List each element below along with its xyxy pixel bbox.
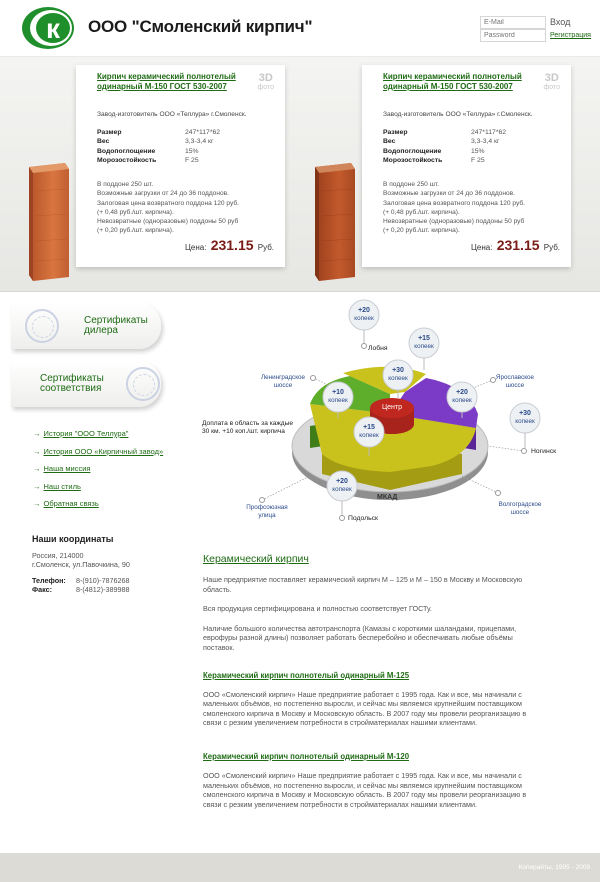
- pin-value: +20: [456, 389, 468, 396]
- phones: [32, 576, 182, 595]
- copyright: Копирайты, 1995 - 2009: [518, 864, 590, 871]
- price-label: Цена:: [471, 243, 493, 252]
- login-button[interactable]: Вход: [550, 17, 571, 27]
- spec-row: [383, 147, 563, 156]
- fax-label: Факс:: [32, 585, 53, 595]
- spec-key: Водопоглощение: [383, 147, 442, 155]
- product-price: [185, 237, 274, 253]
- leningrad-label: Ленинградское шоссе: [260, 374, 306, 389]
- article: [203, 553, 533, 819]
- spec-row: [97, 147, 277, 156]
- article-subtitle-link[interactable]: Керамический кирпич полнотелый одинарный М-120: [203, 751, 410, 761]
- brick-image[interactable]: [25, 161, 71, 283]
- note-line: (+ 0,48 руб./шт. кирпича).: [97, 208, 174, 216]
- note-line: Невозвратные (одноразовые) поддоны 50 руб: [383, 218, 525, 226]
- article-paragraph: ООО «Смоленский кирпич» Наше предприятие работает с 1995 года. Как и все, мы начинали с маленьких объёмов, но постепенно выросли, и сейчас мы являемся крупнейшим поставщиком смоленского кирпича в Москву и Московскую область. В 2007 году мы провели реорганизацию в связи с резким увеличением потребности в стройматериалах нашими клиентами.: [203, 689, 527, 728]
- mkad-label: МКАД: [377, 494, 398, 501]
- side-nav: [33, 429, 163, 517]
- product-notes: [97, 180, 281, 236]
- product-specs: [383, 128, 563, 166]
- spec-row: [97, 137, 277, 146]
- pin-value: +10: [332, 389, 344, 396]
- logo-letter: к: [45, 13, 61, 44]
- spec-value: F 25: [471, 157, 485, 165]
- article-paragraph: Наше предприятие поставляет керамический кирпич М – 125 и М – 150 в Москву и Московскую область.: [203, 575, 523, 594]
- note-line: (+ 0,20 руб./шт. кирпича).: [97, 227, 174, 235]
- nav-item-label: Наша миссия: [43, 464, 91, 473]
- pin-value: +15: [363, 424, 375, 431]
- article-paragraph: ООО «Смоленский кирпич» Наше предприятие работает с 1995 года. Как и все, мы начинали с маленьких объёмов, но постепенно выросли, и сейчас мы являемся крупнейшим поставщиком смоленского кирпича в Москву и Московскую область. В 2007 году мы провели реорганизацию в связи с резким увеличением потребности в стройматериалах нашими клиентами.: [203, 770, 527, 809]
- arrow-right-icon: →: [33, 464, 41, 473]
- pin-value: +30: [519, 410, 531, 417]
- article-paragraph: Наличие большого количества автотранспорта (Камазы с короткими шаландами, прицепами, еврофуры разной длины) позволяет работать бесперебойно и обеспечивать любые объёмы поставок.: [203, 623, 517, 652]
- product-card: [362, 65, 571, 267]
- note-line: Возможные загрузки от 24 до 36 поддонов.: [383, 190, 515, 198]
- spec-row: [97, 128, 277, 137]
- spec-value: 247*117*62: [471, 129, 507, 136]
- spec-row: [97, 156, 277, 165]
- header: [0, 0, 600, 56]
- nav-item-label: История ООО «Кирпичный завод»: [43, 446, 164, 456]
- password-field[interactable]: [480, 29, 546, 42]
- nav-item-label: История "ООО Теллура": [43, 429, 129, 438]
- article-title: Керамический кирпич: [203, 553, 309, 565]
- spec-key: Вес: [383, 138, 396, 146]
- fax-row: [32, 585, 182, 595]
- yaroslavl-label: Ярославское шоссе: [495, 374, 535, 389]
- arrow-right-icon: →: [33, 429, 41, 438]
- brick-image[interactable]: [311, 161, 357, 283]
- pin-unit: копеек: [359, 432, 379, 439]
- fax-value: 8-(4812)-389988: [76, 585, 130, 595]
- note-line: Возможные загрузки от 24 до 36 поддонов.: [97, 190, 229, 198]
- logo[interactable]: [20, 5, 76, 51]
- note-line: Залоговая цена возвратного поддона 120 руб.: [97, 199, 239, 207]
- product-price: [471, 237, 560, 253]
- arrow-right-icon: →: [33, 481, 41, 491]
- note-line: В поддоне 250 шт.: [97, 181, 154, 188]
- arrow-right-icon: →: [33, 499, 41, 508]
- seal-icon: [25, 309, 59, 343]
- spec-key: Водопоглощение: [97, 147, 156, 155]
- pin-value: +30: [392, 367, 404, 374]
- pin-unit: копеек: [354, 315, 374, 322]
- spec-value: 15%: [185, 147, 199, 155]
- badge-photo-label: фото: [543, 84, 560, 91]
- spec-value: 3,3-3,4 кг: [185, 138, 214, 146]
- note-line: В поддоне 250 шт.: [383, 181, 440, 188]
- pin-unit: копеек: [328, 397, 348, 404]
- noginsk-label: Ногинск: [531, 448, 557, 455]
- spec-row: [383, 128, 563, 137]
- register-link[interactable]: Регистрация: [550, 32, 591, 39]
- pin-value: +15: [418, 335, 430, 342]
- footer: [0, 853, 600, 882]
- product-title-link[interactable]: Кирпич керамический полнотелый одинарный М-150 ГОСТ 530-2007: [383, 72, 522, 91]
- pin-unit: копеек: [414, 343, 434, 350]
- spec-key: Морозостойкость: [383, 157, 443, 165]
- 3d-photo-icon[interactable]: [543, 73, 560, 91]
- spec-key: Морозостойкость: [97, 157, 157, 165]
- center-label: Центр: [381, 404, 403, 411]
- nav-item-label: Обратная связь: [43, 499, 99, 508]
- badge-photo-label: фото: [257, 84, 274, 91]
- pin-value: +20: [336, 478, 348, 485]
- price-label: Цена:: [185, 243, 207, 252]
- spec-value: F 25: [185, 157, 199, 165]
- note-line: Залоговая цена возвратного поддона 120 руб.: [383, 199, 525, 207]
- price-value: 231.15: [496, 237, 540, 253]
- spec-value: 247*117*62: [185, 129, 221, 136]
- surcharge-note: Доплата в область за каждые 30 км. +10 коп./шт. кирпича: [202, 420, 294, 435]
- nav-item-feedback[interactable]: [33, 499, 163, 517]
- phone-row: [32, 576, 182, 586]
- pin-unit: копеек: [332, 486, 352, 493]
- product-maker: Завод-изготовитель ООО «Теллура» г.Смоленск.: [383, 111, 533, 118]
- conformity-certificates-label: Сертификаты соответствия: [40, 373, 104, 394]
- pin-unit: копеек: [452, 397, 472, 404]
- nav-item-factory-history[interactable]: [33, 447, 163, 465]
- 3d-photo-icon[interactable]: [257, 73, 274, 91]
- site-title: ООО "Смоленский кирпич": [88, 17, 313, 36]
- contacts-block: [32, 534, 182, 595]
- seal-icon: [126, 367, 160, 401]
- spec-key: Размер: [97, 129, 122, 136]
- email-field[interactable]: [480, 16, 546, 29]
- spec-row: [383, 156, 563, 165]
- price-unit: Руб.: [257, 243, 274, 252]
- article-paragraph: Вся продукция сертифицирована и полностью соответствует ГОСТу.: [203, 604, 432, 614]
- nav-item-tellura-history[interactable]: [33, 429, 163, 447]
- spec-key: Вес: [97, 138, 110, 146]
- article-subtitle-link[interactable]: Керамический кирпич полнотелый одинарный М-125: [203, 670, 410, 680]
- delivery-zone-map[interactable]: [200, 296, 600, 526]
- product-title-link[interactable]: Кирпич керамический полнотелый одинарный М-150 ГОСТ 530-2007: [97, 72, 236, 91]
- contacts-title: Наши координаты: [32, 534, 114, 544]
- dealer-certificates-button[interactable]: [11, 303, 161, 349]
- spec-key: Размер: [383, 129, 408, 136]
- nav-item-style[interactable]: [33, 482, 163, 500]
- nav-item-mission[interactable]: [33, 464, 163, 482]
- nav-item-label: Наш стиль: [43, 481, 81, 491]
- product-maker: Завод-изготовитель ООО «Теллура» г.Смоленск.: [97, 111, 247, 118]
- badge-3d-label: 3D: [258, 72, 273, 84]
- product-card: [76, 65, 285, 267]
- address-line: Россия, 214000: [32, 551, 84, 560]
- spec-row: [383, 137, 563, 146]
- price-unit: Руб.: [543, 243, 560, 252]
- note-line: Невозвратные (одноразовые) поддоны 50 руб: [97, 218, 239, 226]
- profsoyuz-label: Профсоюзная улица: [246, 504, 288, 519]
- address-line: г.Смоленск, ул.Павочкина, 90: [32, 560, 130, 570]
- product-band: [0, 56, 600, 292]
- phone-value: 8-(910)-7876268: [76, 575, 130, 585]
- spec-value: 3,3-3,4 кг: [471, 138, 500, 146]
- product-notes: [383, 180, 567, 236]
- spec-value: 15%: [471, 147, 485, 155]
- arrow-right-icon: →: [33, 446, 41, 456]
- pin-unit: копеек: [515, 418, 535, 425]
- price-value: 231.15: [210, 237, 254, 253]
- pin-unit: копеек: [388, 375, 408, 382]
- dealer-certificates-label: Сертификаты дилера: [84, 315, 148, 336]
- podolsk-label: Подольск: [348, 515, 378, 522]
- badge-3d-label: 3D: [544, 72, 559, 84]
- phone-label: Телефон:: [32, 575, 66, 585]
- note-line: (+ 0,48 руб./шт. кирпича).: [383, 208, 460, 216]
- pin-value: +20: [358, 307, 370, 314]
- note-line: (+ 0,20 руб./шт. кирпича).: [383, 227, 460, 235]
- lobnya-label: Лобня: [368, 345, 388, 352]
- volgograd-label: Волгоградское шоссе: [498, 501, 542, 516]
- product-specs: [97, 128, 277, 166]
- conformity-certificates-button[interactable]: [11, 361, 161, 407]
